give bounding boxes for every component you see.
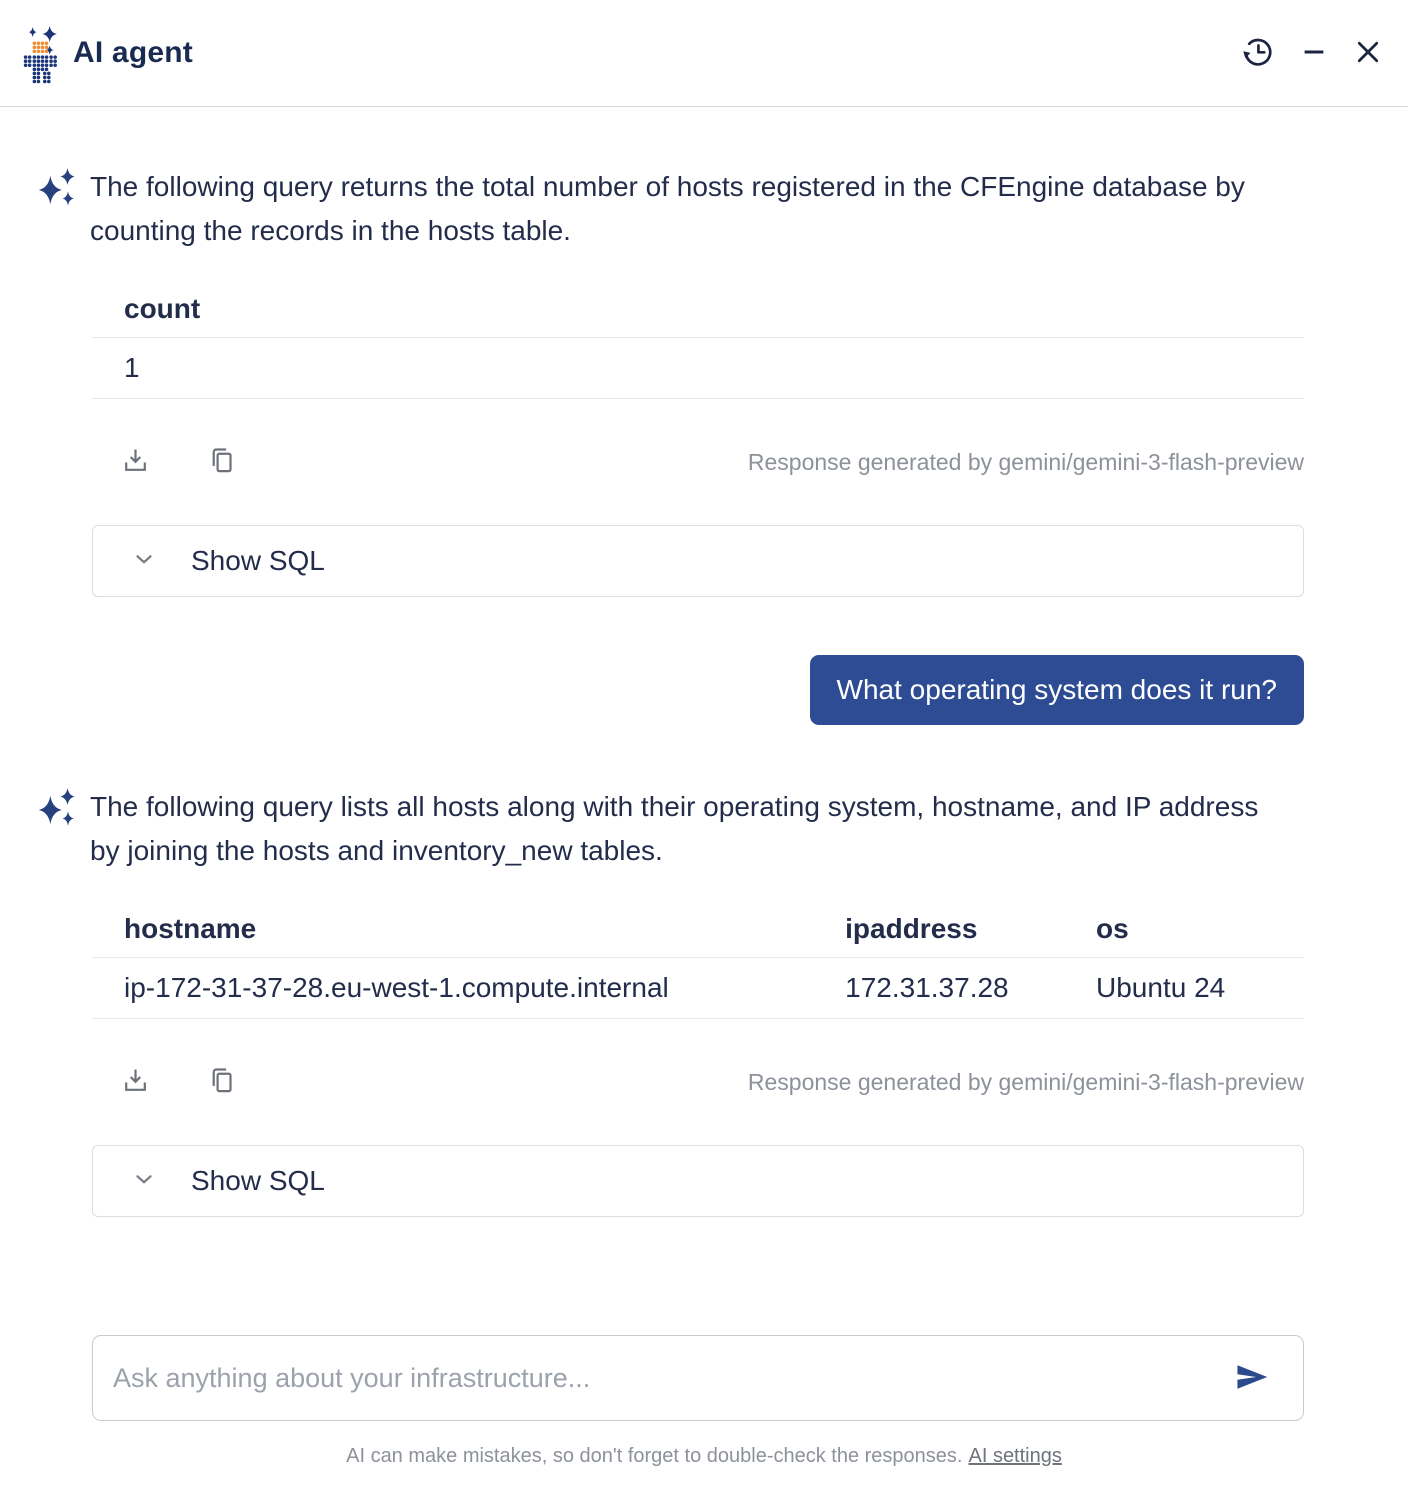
download-button[interactable] xyxy=(120,1065,151,1099)
minimize-button[interactable] xyxy=(1294,32,1334,75)
history-button[interactable] xyxy=(1236,30,1280,77)
send-button[interactable] xyxy=(1229,1354,1275,1403)
user-message-row xyxy=(36,655,1304,725)
chevron-down-icon xyxy=(131,546,157,577)
close-button[interactable] xyxy=(1348,32,1388,75)
ai-disclaimer xyxy=(0,1445,1408,1468)
column-header-ipaddress: ipaddress xyxy=(813,903,1064,958)
table-row xyxy=(92,338,1304,399)
send-icon xyxy=(1233,1358,1271,1399)
copy-icon xyxy=(207,445,238,479)
ai-settings-link[interactable]: AI settings xyxy=(968,1445,1062,1467)
assistant-message-1 xyxy=(36,165,1304,253)
column-header-hostname: hostname xyxy=(92,903,813,958)
window-controls xyxy=(1236,30,1388,77)
column-header-os: os xyxy=(1064,903,1304,958)
app-title: AI agent xyxy=(73,36,193,69)
copy-button[interactable] xyxy=(207,1065,238,1099)
column-header: count xyxy=(92,283,1304,338)
model-attribution: Response generated by gemini/gemini-3-flash-preview xyxy=(747,448,1304,475)
app-logo-robot-icon xyxy=(10,14,61,93)
close-icon xyxy=(1353,37,1383,70)
download-icon xyxy=(120,445,151,479)
chat-area xyxy=(0,107,1408,1421)
copy-icon xyxy=(207,1065,238,1099)
assistant-response-block-1 xyxy=(92,283,1304,597)
chat-input[interactable] xyxy=(111,1362,1229,1395)
chevron-down-icon xyxy=(131,1166,157,1197)
show-sql-toggle-2[interactable] xyxy=(92,1145,1304,1217)
ai-sparkles-icon xyxy=(36,165,78,253)
show-sql-label: Show SQL xyxy=(191,1165,325,1196)
assistant-response-block-2 xyxy=(92,903,1304,1421)
result-table-hosts xyxy=(92,903,1304,1019)
history-icon xyxy=(1241,35,1275,72)
minimize-icon xyxy=(1299,37,1329,70)
table-row xyxy=(92,958,1304,1019)
download-button[interactable] xyxy=(120,445,151,479)
copy-button[interactable] xyxy=(207,445,238,479)
response-actions-1 xyxy=(120,445,1304,479)
model-attribution: Response generated by gemini/gemini-3-flash-preview xyxy=(747,1068,1304,1095)
composer xyxy=(92,1335,1304,1421)
table-cell-ipaddress: 172.31.37.28 xyxy=(813,958,1064,1019)
show-sql-toggle-1[interactable] xyxy=(92,525,1304,597)
app-brand xyxy=(10,14,193,93)
show-sql-label: Show SQL xyxy=(191,545,325,576)
assistant-message-text: The following query lists all hosts along with their operating system, hostname, and IP address by joining the hosts and inventory_new tables. xyxy=(90,791,1259,866)
table-cell-os: Ubuntu 24 xyxy=(1064,958,1304,1019)
disclaimer-text: AI can make mistakes, so don't forget to double-check the responses. xyxy=(346,1445,963,1467)
table-cell: 1 xyxy=(92,338,1304,399)
result-table-count xyxy=(92,283,1304,399)
table-cell-hostname: ip-172-31-37-28.eu-west-1.compute.internal xyxy=(92,958,813,1019)
titlebar xyxy=(0,0,1408,107)
ai-sparkles-icon xyxy=(36,785,78,873)
assistant-message-text: The following query returns the total number of hosts registered in the CFEngine database by counting the records in the hosts table. xyxy=(90,171,1245,246)
assistant-message-2 xyxy=(36,785,1304,873)
user-message-bubble: What operating system does it run? xyxy=(810,655,1304,725)
response-actions-2 xyxy=(120,1065,1304,1099)
download-icon xyxy=(120,1065,151,1099)
